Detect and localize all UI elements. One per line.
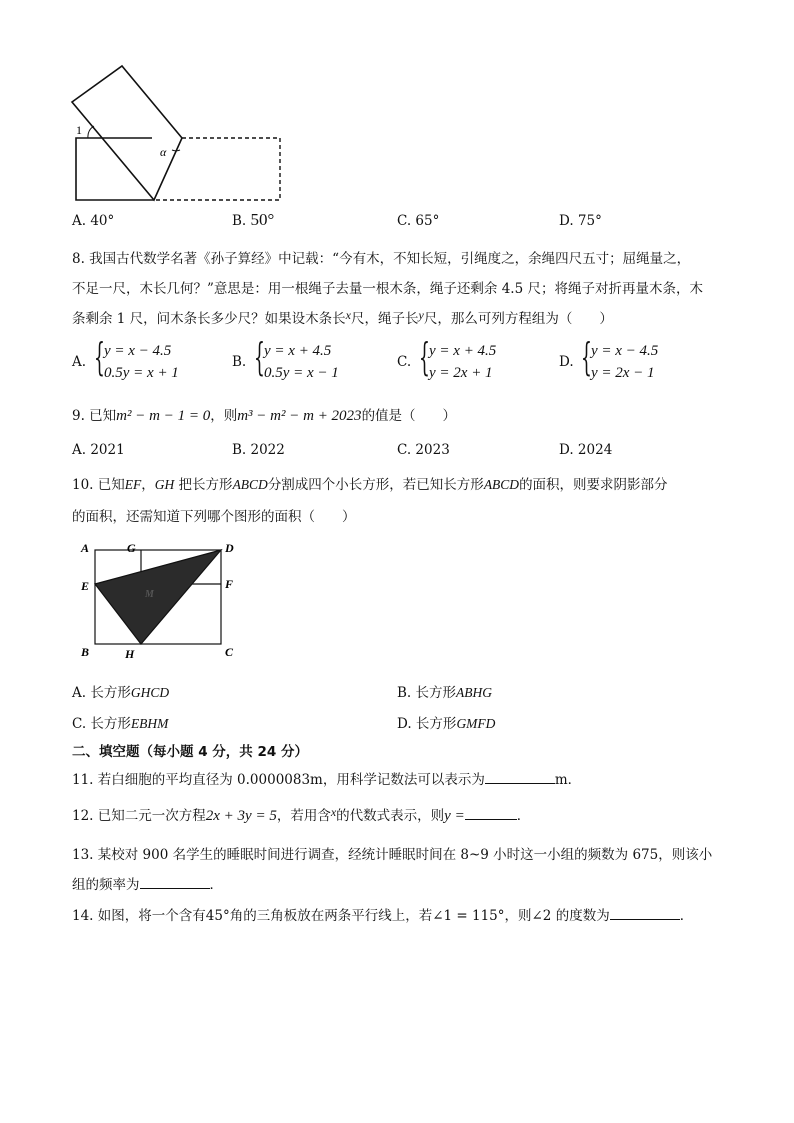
q8-line-3-a: 条剩余 1 尺，问木条长多少尺？如果设木条长 — [72, 311, 346, 327]
label-m: M — [145, 589, 154, 600]
label-g: G — [127, 541, 136, 555]
q10-option-d[interactable] — [397, 712, 495, 732]
q8-option-d-eq1: y = x − 4.5 — [591, 343, 659, 359]
q7-options — [72, 210, 732, 233]
q11-text: 11. 若白细胞的平均直径为 0.0000083m，用科学记数法可以表示为 — [72, 772, 485, 788]
q8-options — [72, 335, 732, 386]
q10-abcd-1: ABCD — [232, 477, 268, 492]
q7-option-b-value: 50° — [250, 210, 275, 229]
q8-var-x: x — [345, 308, 351, 322]
q11 — [72, 768, 581, 788]
q8-option-a-label: A. — [72, 354, 87, 370]
section-2-title: 二、填空题（每小题 4 分，共 24 分） — [72, 744, 308, 760]
q10-option-b-prefix: B. 长方形 — [397, 685, 457, 701]
q12-end: ． — [516, 808, 531, 824]
q13-end: ． — [209, 877, 223, 893]
q10-abcd-2: ABCD — [483, 477, 520, 492]
label-b: B — [81, 645, 90, 659]
q12-mid: ，若用含 — [276, 808, 331, 824]
label-c: C — [225, 645, 234, 659]
q10-line-1-a: 10. 已知 — [72, 477, 125, 493]
q12-lhs: y = — [444, 808, 465, 824]
q10-option-c-name: EBHM — [130, 716, 169, 731]
q9-expr-1: m² − m − 1 = 0 — [116, 408, 211, 424]
q10-ef: EF — [124, 477, 142, 492]
q9-option-b[interactable]: B. 2022 — [232, 442, 285, 458]
q9-prefix: 9. 已知 — [72, 408, 117, 424]
q8-option-b-label: B. — [232, 354, 247, 370]
q13-line-1: 13. 某校对 900 名学生的睡眠时间进行调查，经统计睡眠时间在 8~9 小时这一小组的频数为 675，则该小 — [72, 847, 713, 863]
label-alpha: α — [160, 145, 167, 159]
q8-option-d-label: D. — [559, 354, 574, 370]
q10-option-d-prefix: D. 长方形 — [397, 716, 457, 732]
q10-gh: GH — [154, 477, 175, 492]
q8-option-b-eq2: 0.5y = x − 1 — [264, 365, 339, 381]
q12-var: x — [330, 805, 337, 819]
q12-mid2: 的代数式表示，则 — [336, 808, 445, 824]
brace-icon: { — [254, 335, 265, 379]
brace-icon: { — [419, 335, 430, 379]
figure-q7-rectangles — [64, 60, 294, 210]
q12 — [72, 804, 530, 825]
q10-option-b[interactable] — [397, 681, 492, 701]
q13-answer-blank[interactable] — [140, 874, 210, 889]
label-f: F — [225, 577, 234, 591]
label-1: 1 — [76, 123, 82, 137]
q9-suffix: 的值是（ ） — [361, 408, 457, 424]
q10-line-2: 的面积，还需知道下列哪个图形的面积（ ） — [72, 509, 356, 525]
q8-option-c-system — [419, 335, 497, 384]
brace-icon: { — [94, 335, 105, 379]
q9-mid: ，则 — [210, 408, 238, 424]
q11-unit: m． — [554, 772, 582, 788]
figure-q10-rectangle — [75, 538, 245, 662]
q8-line-2: 不足一尺，木长几何？”意思是：用一根绳子去量一根木条，绳子还剩余 4.5 尺；将绳子对折再量木条，木 — [72, 281, 703, 297]
q8-option-d-system — [581, 335, 659, 384]
q9-stem — [72, 404, 456, 425]
q8-option-a-eq2: 0.5y = x + 1 — [104, 365, 179, 381]
q8-line-3-c: 尺，那么可列方程组为（ ） — [423, 311, 613, 327]
q9-options — [72, 442, 732, 462]
q8-option-a-system — [94, 335, 179, 384]
q7-option-b-label: B. — [232, 213, 251, 229]
q12-prefix: 12. 已知二元一次方程 — [72, 808, 206, 824]
q8-option-a-eq1: y = x − 4.5 — [104, 343, 172, 359]
q9-option-d[interactable]: D. 2024 — [559, 442, 613, 458]
q7-option-b[interactable] — [232, 210, 274, 230]
q7-option-c[interactable]: C. 65° — [397, 213, 440, 229]
q9-option-c[interactable]: C. 2023 — [397, 442, 450, 458]
figure-q7-solid-rectangle — [76, 138, 154, 200]
q14 — [72, 904, 693, 924]
q14-text: 14. 如图，将一个含有45°角的三角板放在两条平行线上，若∠1 = 115°，则∠2 的度数为 — [72, 908, 610, 924]
q14-answer-blank[interactable] — [610, 905, 680, 920]
shaded-triangle — [95, 550, 221, 644]
q8-var-y: y — [418, 308, 424, 322]
q8-option-b-system — [254, 335, 339, 384]
q8-option-b-eq1: y = x + 4.5 — [264, 343, 332, 359]
q8-option-c-eq2: y = 2x + 1 — [429, 365, 493, 381]
q10-line-1-c: 分割成四个小长方形，若已知长方形 — [267, 477, 484, 493]
q10-line-1-b: 把长方形 — [174, 477, 233, 493]
q10-option-c-prefix: C. 长方形 — [72, 716, 131, 732]
q7-option-d[interactable]: D. 75° — [559, 213, 602, 229]
q10-option-a[interactable] — [72, 681, 169, 701]
q9-expr-2: m³ − m² − m + 2023 — [237, 408, 362, 424]
q10-option-a-name: GHCD — [130, 685, 170, 700]
q10-line-1 — [72, 473, 668, 493]
q10-option-a-prefix: A. 长方形 — [72, 685, 131, 701]
q8-line-1: 8. 我国古代数学名著《孙子算经》中记载：“今有木，不知长短，引绳度之，余绳四尺五寸；屈绳量之， — [72, 251, 691, 267]
q11-answer-blank[interactable] — [485, 769, 555, 784]
q14-end: ． — [679, 908, 694, 924]
q13-line-2-text: 组的频率为 — [72, 877, 140, 893]
q10-option-b-name: ABHG — [456, 685, 493, 700]
label-h: H — [125, 647, 135, 661]
q10-option-c[interactable] — [72, 712, 168, 732]
q7-option-a[interactable]: A. 40° — [72, 213, 115, 229]
figure-q7-dashed-rectangle — [154, 138, 280, 200]
q12-eq: 2x + 3y = 5 — [205, 808, 277, 824]
q13-line-2 — [72, 873, 223, 893]
q8-line-3 — [72, 307, 613, 327]
q8-option-c-label: C. — [397, 354, 412, 370]
label-e: E — [81, 579, 90, 593]
q9-option-a[interactable]: A. 2021 — [72, 442, 125, 458]
q10-sep: ， — [141, 477, 155, 493]
brace-icon: { — [581, 335, 592, 379]
label-a: A — [81, 541, 90, 555]
q8-option-c-eq1: y = x + 4.5 — [429, 343, 497, 359]
q10-option-d-name: GMFD — [456, 716, 496, 731]
label-d: D — [225, 541, 234, 555]
q10-line-1-d: 的面积，则要求阴影部分 — [519, 477, 668, 493]
q12-answer-blank[interactable] — [465, 805, 517, 820]
q8-line-3-b: 尺，绳子长 — [351, 311, 419, 327]
q8-option-d-eq2: y = 2x − 1 — [591, 365, 655, 381]
